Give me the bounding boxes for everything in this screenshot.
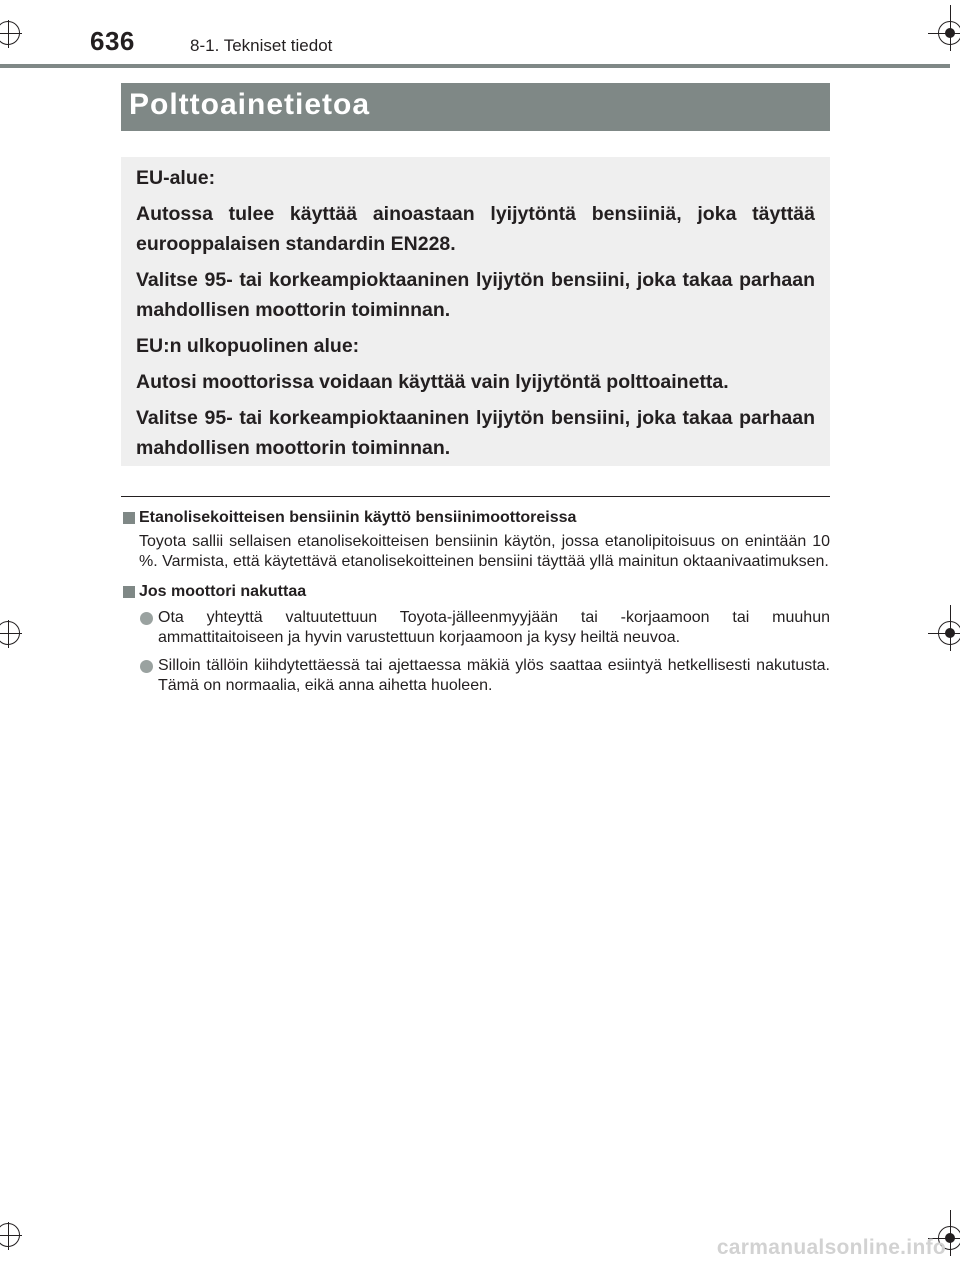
circle-bullet-icon [140,660,153,673]
note-body-ethanol: Toyota sallii sellaisen etanolisekoitteisen bensiinin käytön, jossa etanolipitoisuus on enintään 10 %. Varmista, että käytettävä etanolisekoitteinen bensiini täyttää yllä mainitun oktaanivaatimuksen. [139,533,830,570]
title-bar [121,83,830,131]
page-number: 636 [90,26,135,56]
page-title: Polttoainetietoa [129,88,371,121]
header-rule [0,64,950,68]
square-bullet-icon [123,512,135,524]
info-paragraph: EU-alue: [136,167,216,189]
square-bullet-icon [123,586,135,598]
note-heading-text: Jos moottori nakuttaa [139,583,307,600]
circle-bullet-icon [140,612,153,625]
fuel-info-box [121,157,830,466]
info-paragraph: Valitse 95- tai korkeampioktaaninen lyijytön bensiini, joka takaa parhaan mahdollisen moottorin toiminnan. [136,407,815,459]
section-label: 8-1. Tekniset tiedot [190,36,333,55]
list-item [139,608,830,648]
info-paragraph: Autosi moottorissa voidaan käyttää vain lyijytöntä polttoainetta. [136,371,729,393]
note-heading-ethanol [121,508,830,528]
notes-section [121,508,830,704]
list-item-text: Ota yhteyttä valtuutettuun Toyota-jälleenmyyjään tai -korjaamoon tai muuhun ammattitaitoiseen ja hyvin varustettuun korjaamoon ja kysy heiltä neuvoa. [158,609,830,646]
info-paragraph: Valitse 95- tai korkeampioktaaninen lyijytön bensiini, joka takaa parhaan mahdollisen moottorin toiminnan. [136,269,815,321]
section-divider [121,496,830,497]
list-item-text: Silloin tällöin kiihdytettäessä tai ajettaessa mäkiä ylös saattaa esiintyä hetkellisesti nakutusta. Tämä on normaalia, eikä anna aihetta huoleen. [158,657,830,694]
note-heading-knocking [121,582,830,602]
info-paragraph: EU:n ulkopuolinen alue: [136,335,360,357]
info-paragraph: Autossa tulee käyttää ainoastaan lyijytöntä bensiiniä, joka täyttää eurooppalaisen standardin EN228. [136,203,815,255]
watermark: carmanualsonline.info [716,1236,946,1259]
note-heading-text: Etanolisekoitteisen bensiinin käyttö bensiinimoottoreissa [139,509,577,526]
list-item [139,656,830,696]
